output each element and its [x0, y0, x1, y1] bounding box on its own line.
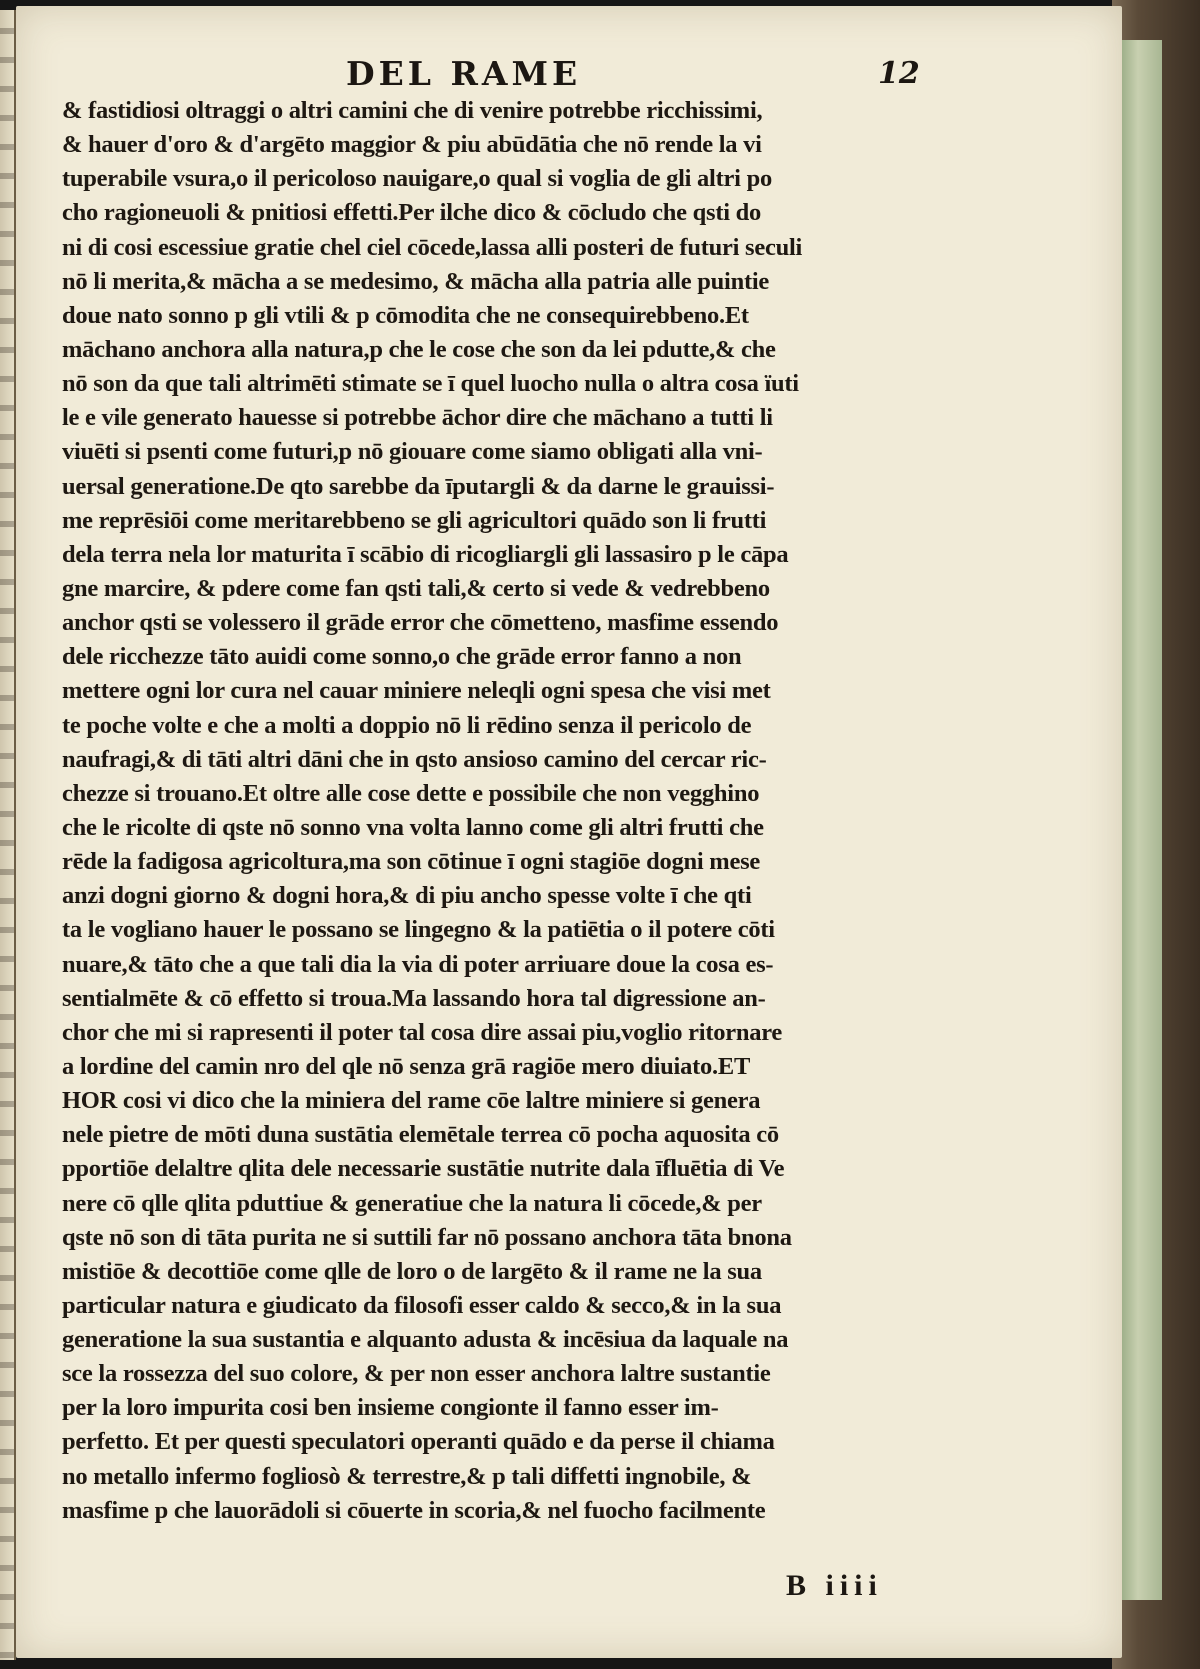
text-line: no metallo infermo fogliosò & terrestre,& p tali diffetti ingnobile, & — [62, 1462, 752, 1490]
book-leaf — [16, 6, 1122, 1658]
text-line: te poche volte e che a molti a doppio nō li rēdino senza il pericolo de — [62, 711, 752, 739]
text-line: tuperabile vsura,o il pericoloso nauigare,o qual si voglia de gli altri po — [62, 165, 772, 193]
text-line: HOR cosi vi dico che la miniera del rame cōe laltre miniere si genera — [62, 1087, 761, 1115]
text-line: sce la rossezza del suo colore, & per non esser anchora laltre sustantie — [62, 1360, 771, 1388]
text-line: nele pietre de mōti duna sustātia elemētale terrea cō pocha aquosita cō — [62, 1121, 779, 1149]
text-line: chezze si trouano.Et oltre alle cose dette e possibile che non vegghino — [62, 779, 760, 807]
text-line: me reprēsiōi come meritarebbeno se gli agricultori quādo son li frutti — [62, 506, 767, 534]
text-line: doue nato sonno p gli vtili & p cōmodita che ne consequirebbeno.Et — [62, 301, 749, 329]
body-text — [62, 94, 992, 1528]
facing-page-edge — [0, 10, 16, 1660]
text-line: nō son da que tali altrimēti stimate se ī quel luocho nulla o altra cosa ïuti — [62, 370, 799, 398]
text-line: nere cō qlle qlita pduttiue & generatiue che la natura li cōcede,& per — [62, 1189, 762, 1217]
page-block-edge — [1120, 40, 1162, 1600]
text-line: dela terra nela lor maturita ī scābio di ricogliargli gli lassasiro p le cāpa — [62, 540, 789, 568]
signature-mark: B iiii — [786, 1569, 883, 1602]
text-line: mettere ogni lor cura nel cauar miniere neleqli ogni spesa che visi met — [62, 677, 771, 705]
text-line: cho ragioneuoli & pnitiosi effetti.Per ilche dico & cōcludo che qsti do — [62, 199, 762, 227]
text-line: gne marcire, & pdere come fan qsti tali,& certo si vede & vedrebbeno — [62, 574, 770, 602]
text-line: ta le vogliano hauer le possano se lingegno & la patiētia o il potere cōti — [62, 916, 775, 944]
text-line: chor che mi si rapresenti il poter tal cosa dire assai piu,voglio ritornare — [62, 1018, 783, 1046]
text-line: viuēti si psenti come futuri,p nō giouare come siamo obligati alla vni- — [62, 438, 763, 466]
text-line: masfime p che lauorādoli si cōuerte in scoria,& nel fuocho facilmente — [62, 1496, 766, 1524]
text-line: anzi dogni giorno & dogni hora,& di piu ancho spesse volte ī che qti — [62, 882, 752, 910]
text-line: le e vile generato hauesse si potrebbe āchor dire che māchano a tutti li — [62, 404, 773, 432]
running-head: DEL RAME — [346, 54, 582, 93]
text-line: perfetto. Et per questi speculatori operanti quādo e da perse il chiama — [62, 1428, 775, 1456]
text-line: generatione la sua sustantia e alquanto adusta & incēsiua da laquale na — [62, 1326, 789, 1354]
facing-page-text-fragments — [0, 10, 14, 1660]
text-line: & fastidiosi oltraggi o altri camini che di venire potrebbe ricchissimi, — [62, 97, 763, 124]
text-line: per la loro impurita cosi ben insieme congionte il fanno esser im- — [62, 1394, 719, 1422]
text-line: rēde la fadigosa agricoltura,ma son cōtinue ī ogni stagiōe dogni mese — [62, 848, 760, 876]
text-line: ni di cosi escessiue gratie chel ciel cōcede,lassa alli posteri de futuri seculi — [62, 233, 803, 261]
text-line: māchano anchora alla natura,p che le cose che son da lei pdutte,& che — [62, 335, 776, 363]
text-line: pportiōe delaltre qlita dele necessarie sustātie nutrite dala īfluētia di Ve — [62, 1155, 785, 1183]
text-line: nō li merita,& mācha a se medesimo, & mācha alla patria alle puintie — [62, 267, 770, 295]
text-line: sentialmēte & cō effetto si troua.Ma lassando hora tal digressione an- — [62, 984, 766, 1012]
text-line: nuare,& tāto che a que tali dia la via di poter arriuare doue la cosa es- — [62, 950, 774, 978]
text-line: mistiōe & decottiōe come qlle de loro o de largēto & il rame ne la sua — [62, 1257, 762, 1285]
text-line: & hauer d'oro & d'argēto maggior & piu abūdātia che nō rende la vi — [62, 131, 762, 159]
text-line: uersal generatione.De qto sarebbe da īputargli & da darne le grauissi- — [62, 472, 775, 500]
text-line: naufragi,& di tāti altri dāni che in qsto ansioso camino del cercar ric- — [62, 745, 767, 773]
text-line: qste nō son di tāta purita ne si suttili far nō possano anchora tāta bnona — [62, 1223, 792, 1251]
text-line: che le ricolte di qste nō sonno vna volta lanno come gli altri frutti che — [62, 813, 764, 841]
text-line: anchor qsti se volessero il grāde error che cōmetteno, masfime essendo — [62, 609, 779, 637]
text-line: dele ricchezze tāto auidi come sonno,o che grāde error fanno a non — [62, 643, 742, 671]
page-number: 12 — [878, 56, 920, 91]
text-line: particular natura e giudicato da filosofi esser caldo & secco,& in la sua — [62, 1291, 782, 1319]
text-line: a lordine del camin nro del qle nō senza grā ragiōe mero diuiato.ET — [62, 1052, 751, 1080]
